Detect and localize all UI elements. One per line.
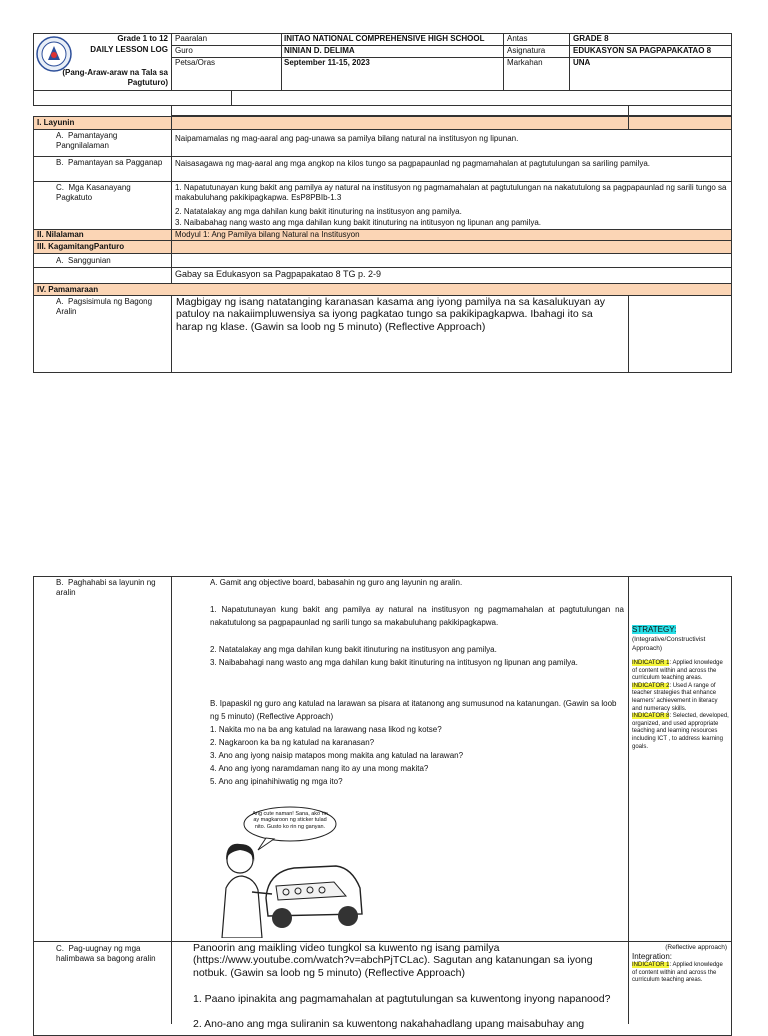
section-pamamaraan: IV. Pamamaraan (37, 285, 99, 294)
objective-b-label: B. Pamantayan sa Pagganap (56, 158, 163, 167)
activity-b-label: B. Paghahabi sa layunin ng aralin (56, 578, 156, 597)
activity-c-q2: 2. Ano-ano ang mga suliranin sa kuwentong nakahahadlang upang maisabuhay ang (193, 1018, 585, 1030)
label-teacher: Guro (175, 46, 193, 55)
activity-b-q2: 2. Nagkaroon ka ba ng katulad na karanasan? (210, 738, 375, 747)
activity-b-obj3: 3. Naibabahagi nang wasto ang mga dahilan kung bakit itinuturing na intitusyon ng lipunan ang pamilya. (210, 658, 578, 667)
grade-line: Grade 1 to 12 (117, 34, 168, 43)
indicator-2-text: : Used A range of teacher strategies that enhance learners' achievement in literacy and numeracy skills. (632, 682, 718, 712)
activity-a-label: A. Pagsisimula ng Bagong Aralin (56, 297, 153, 316)
activity-b-q5: 5. Ano ang ipinahihiwatig ng mga ito? (210, 777, 343, 786)
activity-c-label: C. Pag-uugnay ng mga halimbawa sa bagong aralin (56, 944, 156, 963)
sidebar-c (632, 944, 729, 985)
activity-a-text: Magbigay ng isang natatanging karanasan kasama ang iyong pamilya na sa kasalukuyan ay patuloy na nakaiimpluwensiya sa iyong pagkatao tungo sa pakikipagkapwa. Ibahagi ito sa harap ng klase. (Gawin sa loob ng 5 minuto) (Reflective Approach) (176, 296, 606, 333)
grade-level: GRADE 8 (573, 34, 609, 43)
activity-b-q3: 3. Ano ang iyong naisip matapos mong makita ang katulad na larawan? (210, 751, 464, 760)
section-layunin: I. Layunin (37, 118, 75, 127)
activity-b-q4: 4. Ano ang iyong naramdaman nang ito ay una mong makita? (210, 764, 429, 773)
indicator-1c-tag: INDICATOR 1 (632, 962, 670, 968)
sanggunian-label: A. Sanggunian (56, 256, 111, 265)
log-title: DAILY LESSON LOG (90, 45, 168, 54)
sidebar-b (632, 625, 729, 751)
section-kagamitan: III. KagamitangPanturo (37, 242, 125, 251)
indicator-8-text: : Selected, developed, organized, and used appropriate teaching and learning resources including ICT , to address learning goals. (632, 713, 729, 750)
reflective-approach-note: (Reflective approach) (665, 944, 727, 951)
section-kagamitan-row (34, 241, 731, 253)
log-subtitle: (Pang-Araw-araw na Tala sa Pagtuturo) (62, 68, 168, 87)
spacer-row (33, 91, 732, 106)
strategy-label: STRATEGY: (632, 625, 677, 634)
section-pamamaraan-row (34, 284, 731, 295)
school-name: INITAO NATIONAL COMPREHENSIVE HIGH SCHOOL (284, 34, 485, 43)
deped-seal-logo (36, 36, 72, 72)
indicator-1-text: : Applied knowledge of content within and across the curriculum teaching areas. (632, 660, 723, 682)
lesson-date: September 11-15, 2023 (284, 58, 370, 67)
objective-b-text: Naisasagawa ng mag-aaral ang mga angkop na kilos tungo sa pagpapaunlad ng pagmamahalan at pagtutulungan sa sariling pamilya. (175, 159, 650, 168)
label-subject: Asignatura (507, 46, 546, 55)
section-nilalaman: II. Nilalaman (37, 230, 84, 239)
activity-c-text: Panoorin ang maikling video tungkol sa kuwento ng isang pamilya (https://www.youtube.com/watch?v=abchPjTCLac). Sagutan ang katanungan sa iyong notbuk. (Gawin sa loob ng 5 minuto) (Reflective Approach) (193, 942, 593, 979)
indicator-1c-text: : Applied knowledge of content within and across the curriculum teaching areas. (632, 962, 723, 984)
activity-b-intro: A. Gamit ang objective board, babasahin ng guro ang layunin ng aralin. (210, 578, 463, 587)
integration-label: Integration: (632, 952, 673, 961)
objective-a-text: Naipamamalas ng mag-aaral ang pag-unawa sa pamilya bilang natural na institusyon ng lipunan. (175, 134, 519, 143)
activity-b-obj2: 2. Natatalakay ang mga dahilan kung bakit itinuturing na institusyon ang pamilya. (210, 645, 497, 654)
indicator-2-tag: INDICATOR 2 (632, 682, 670, 689)
objective-c-text1: 1. Napatutunayan kung bakit ang pamilya ay natural na institusyon ng pagmamahalan at pagtutulungan na nakatutulong sa pagpapaunlad ng sarili tungo sa makabuluhang pakikipagkapwa. EsP8PBIb-1.3 (175, 183, 727, 202)
activity-c-q1: 1. Paano ipinakita ang pagmamahalan at pagtutulungan sa kuwentong inyong napanood? (193, 993, 611, 1005)
objective-c-text3: 3. Naibabahag nang wasto ang mga dahilan kung bakit itinuturing na intitusyon ng lipunan ang pamilya. (175, 218, 542, 227)
label-date: Petsa/Oras (175, 58, 216, 67)
label-quarter: Markahan (507, 58, 543, 67)
activity-b-part-b: B. Ipapaskil ng guro ang katulad na larawan sa pisara at itatanong ang sumusunod na katanungan. (Gawin sa loob ng 5 minuto) (Reflective Approach) (210, 699, 617, 721)
objective-a-label: A. Pamantayang Pangnilalaman (56, 131, 118, 150)
nilalaman-text: Modyul 1: Ang Pamilya bilang Natural na Institusyon (175, 230, 360, 239)
section-nilalaman-row (34, 230, 731, 240)
objective-c-label: C. Mga Kasanayang Pagkatuto (56, 183, 131, 202)
label-school: Paaralan (175, 34, 208, 43)
quarter-value: UNA (573, 58, 591, 67)
speech-bubble-text: Ang cute naman! Sana, ako rin ay magkaroon ng sticker tulad nito. Gusto ko rin ng ganyan. (252, 811, 328, 830)
section-layunin-row (34, 117, 731, 129)
strategy-note: (Integrative/Constructivist Approach) (632, 636, 706, 652)
indicator-8-tag: INDICATOR 8 (632, 713, 670, 720)
teacher-name: NINIAN D. DELIMA (284, 46, 355, 55)
objective-c-text2: 2. Natatalakay ang mga dahilan kung bakit itinuturing na institusyon ang pamilya. (175, 207, 462, 216)
activity-b-obj1: 1. Napatutunayan kung bakit ang pamilya ay natural na institusyon ng pagmamahalan at pagtutulungan na nakatutulong sa pagpapaunlad ng sarili tungo sa makabuluhang pakikipagkapwa. (210, 605, 624, 627)
activity-b-q1: 1. Nakita mo na ba ang katulad na larawang nasa likod ng kotse? (210, 725, 442, 734)
subject-name: EDUKASYON SA PAGPAPAKATAO 8 (573, 46, 712, 55)
sanggunian-text: Gabay sa Edukasyon sa Pagpapakatao 8 TG p. 2-9 (175, 269, 381, 279)
indicator-1-tag: INDICATOR 1 (632, 660, 670, 666)
label-grade-level: Antas (507, 34, 528, 43)
